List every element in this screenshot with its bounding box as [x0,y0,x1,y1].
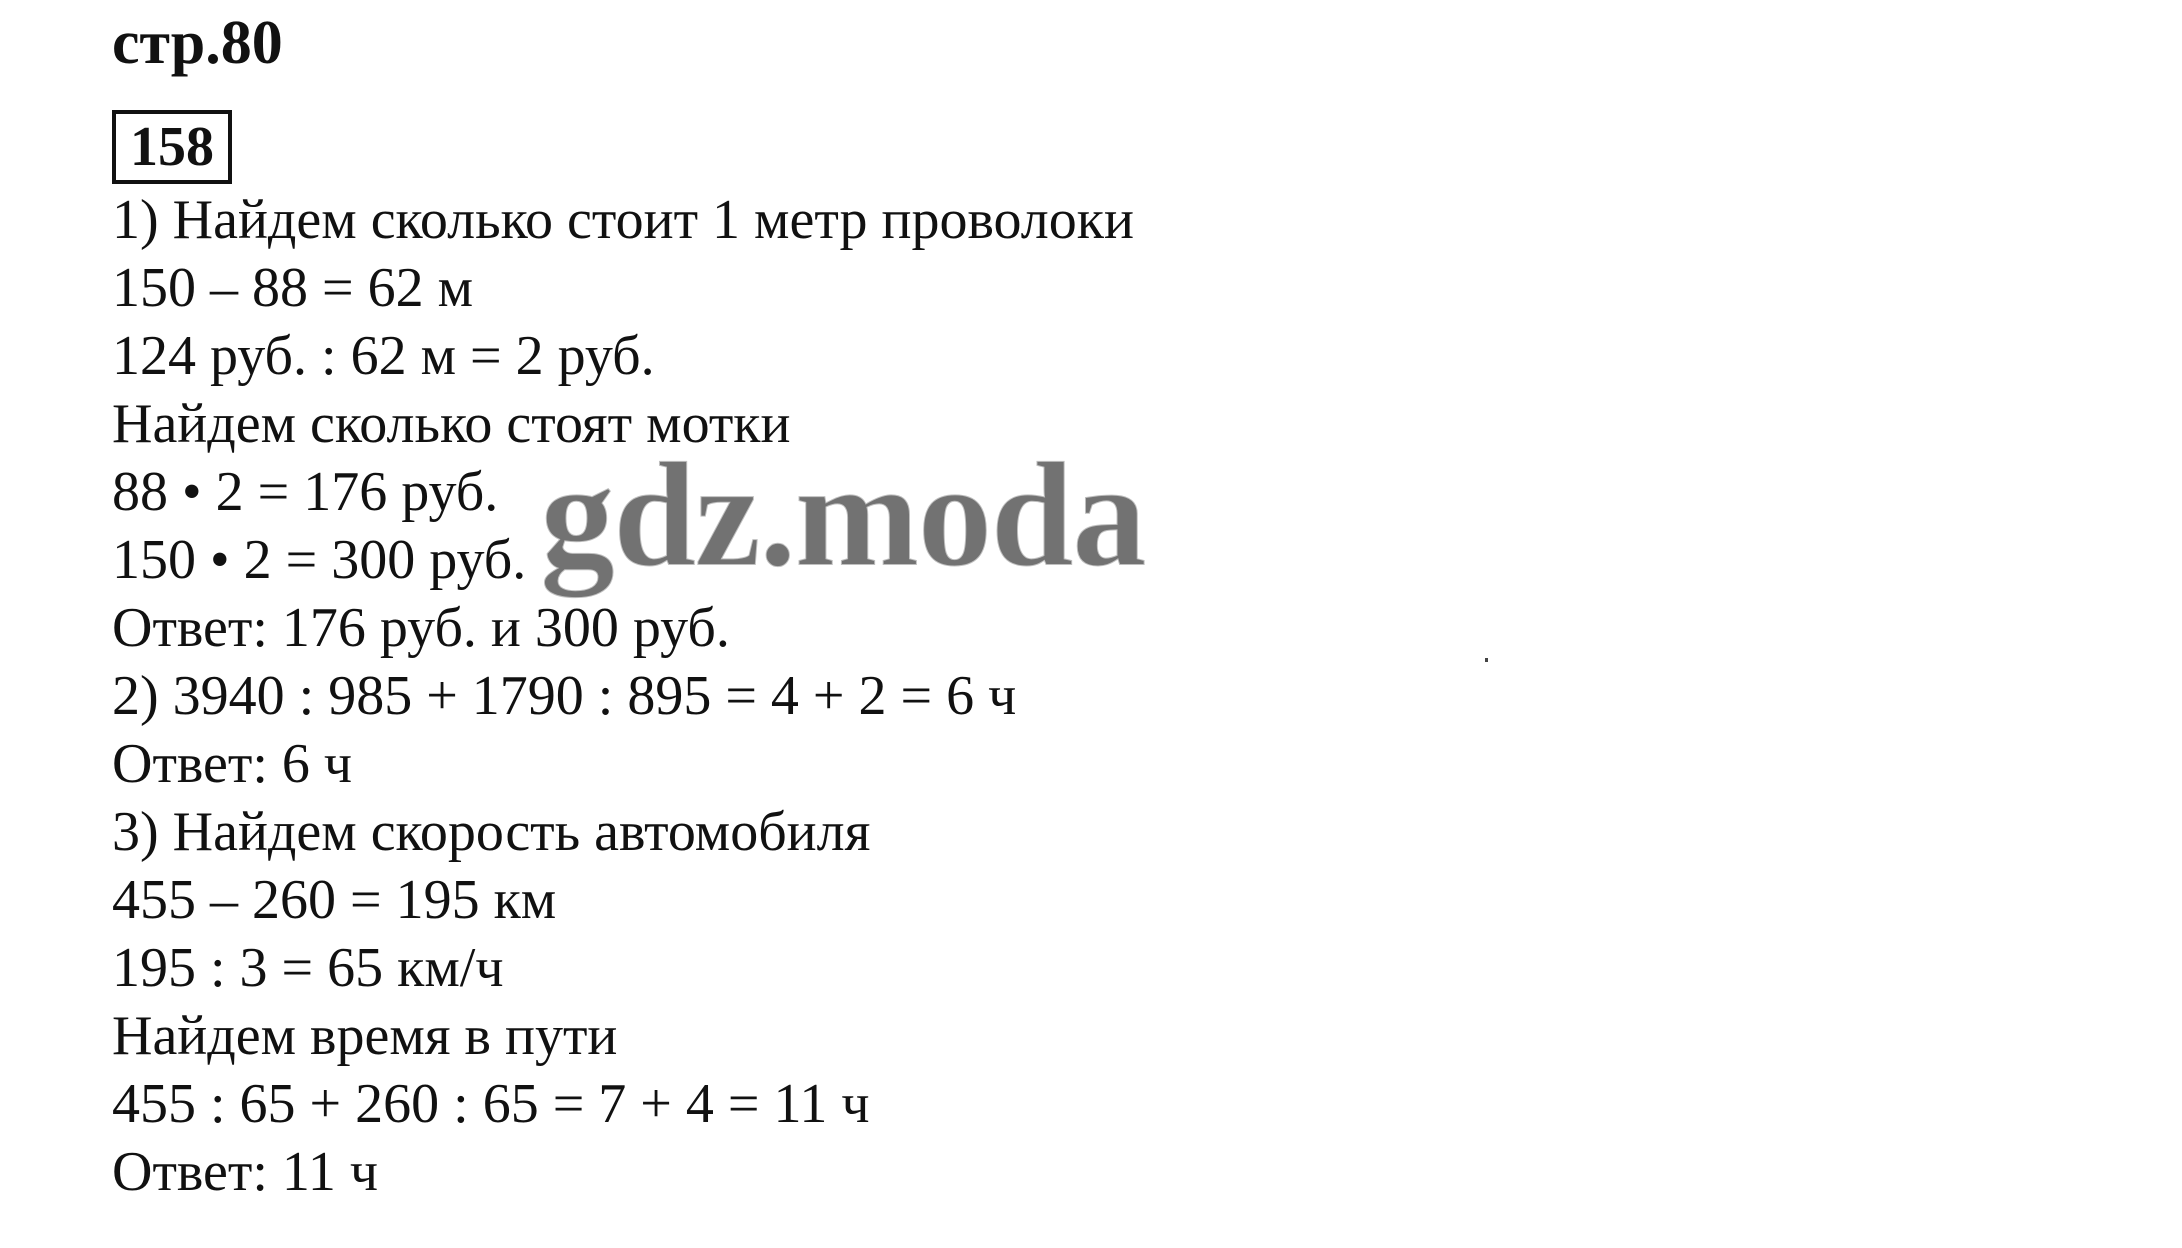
solution-line: 2) 3940 : 985 + 1790 : 895 = 4 + 2 = 6 ч [112,665,1017,727]
solution-line: Ответ: 176 руб. и 300 руб. [112,597,730,659]
solution-line: 3) Найдем скорость автомобиля [112,801,871,863]
solution-line: 124 руб. : 62 м = 2 руб. [112,325,655,387]
scan-speck [1485,658,1488,662]
solution-line: Ответ: 11 ч [112,1141,378,1203]
solution-line: 88 • 2 = 176 руб. [112,461,499,523]
solution-line: 195 : 3 = 65 км/ч [112,937,504,999]
watermark: gdz.moda [540,432,1145,598]
task-number-box: 158 [112,110,232,184]
solution-line: Найдем сколько стоят мотки [112,393,791,455]
solution-text [112,186,1612,1206]
solution-line: 455 – 260 = 195 км [112,869,557,931]
solution-line: 150 • 2 = 300 руб. [112,529,527,591]
page-heading: стр.80 [112,9,283,77]
solution-line: 455 : 65 + 260 : 65 = 7 + 4 = 11 ч [112,1073,870,1135]
solution-line: Найдем время в пути [112,1005,618,1067]
solution-line: 150 – 88 = 62 м [112,257,474,319]
solution-line: Ответ: 6 ч [112,733,353,795]
solution-line: 1) Найдем сколько стоит 1 метр проволоки [112,189,1134,251]
